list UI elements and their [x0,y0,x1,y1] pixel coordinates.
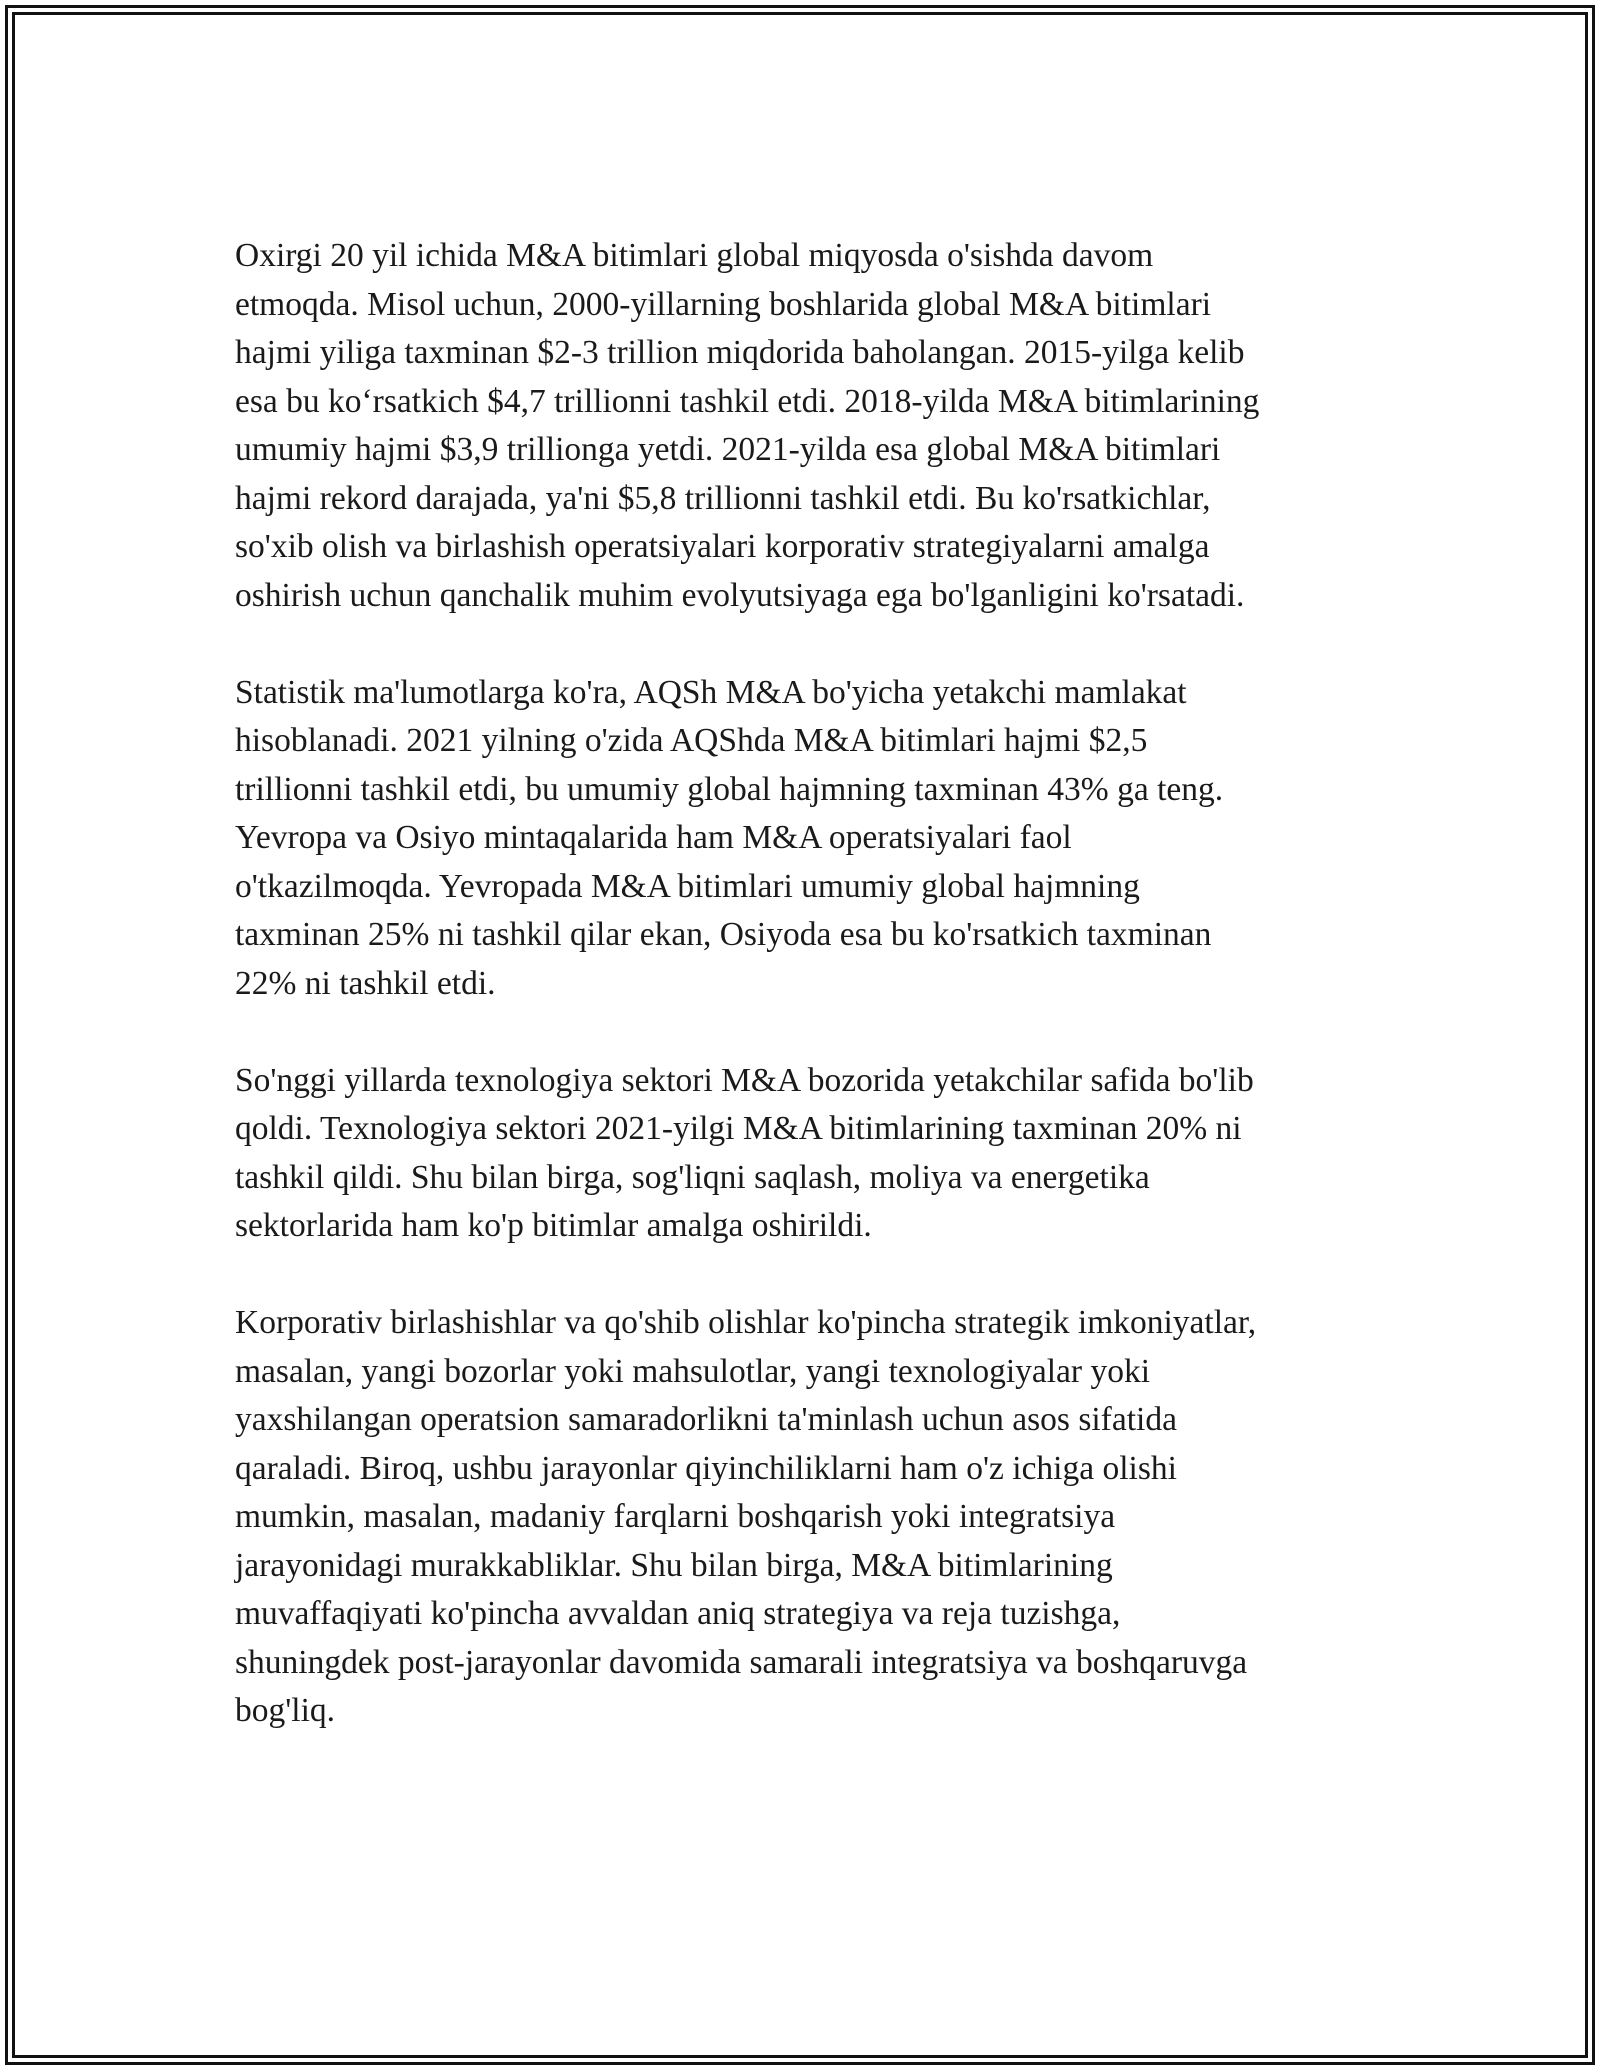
paragraph-technology-sector: So'nggi yillarda texnologiya sektori M&A bozorida yetakchilar safida bo'lib qoldi. Texnologiya sektori 2021-yilgi M&A bitimlarining taxminan 20% ni tashkil qildi. Shu bilan birga, sog'liqni saqlash, moliya va energetika sektorlarida ham ko'p bitimlar amalga oshirildi. [235,1061,1254,1244]
document-body [235,232,1385,1784]
paragraph-strategic-opportunities: Korporativ birlashishlar va qo'shib olishlar ko'pincha strategik imkoniyatlar, masalan, yangi bozorlar yoki mahsulotlar, yangi texnologiyalar yoki yaxshilangan operatsion samaradorlikni ta'minlash uchun asos sifatida qaraladi. Biroq, ushbu jarayonlar qiyinchiliklarni ham o'z ichiga olishi mumkin, masalan, madaniy farqlarni boshqarish yoki integratsiya jarayonidagi murakkabliklar. Shu bilan birga, M&A bitimlarining muvaffaqiyati ko'pincha avvaldan aniq strategiya va reja tuzishga, shuningdek post-jarayonlar davomida samarali integratsiya va boshqaruvga bog'liq. [235,1304,1257,1729]
paragraph-regional-statistics: Statistik ma'lumotlarga ko'ra, AQSh M&A bo'yicha yetakchi mamlakat hisoblanadi. 2021 yilning o'zida AQShda M&A bitimlari hajmi $2,5 trillionni tashkil etdi, bu umumiy global hajmning taxminan 43% ga teng. Yevropa va Osiyo mintaqalarida ham M&A operatsiyalari faol o'tkazilmoqda. Yevropada M&A bitimlari umumiy global hajmning taxminan 25% ni tashkil qilar ekan, Osiyoda esa bu ko'rsatkich taxminan 22% ni tashkil etdi. [235,673,1224,1002]
paragraph-global-ma-growth: Oxirgi 20 yil ichida M&A bitimlari global miqyosda o'sishda davom etmoqda. Misol uchun, 2000-yillarning boshlarida global M&A bitimlari hajmi yiliga taxminan $2-3 trillion miqdorida baholangan. 2015-yilga kelib esa bu ko‘rsatkich $4,7 trillionni tashkil etdi. 2018-yilda M&A bitimlarining umumiy hajmi $3,9 trillionga yetdi. 2021-yilda esa global M&A bitimlari hajmi rekord darajada, ya'ni $5,8 trillionni tashkil etdi. Bu ko'rsatkichlar, so'xib olish va birlashish operatsiyalari korporativ strategiyalarni amalga oshirish uchun qanchalik muhim evolyutsiyaga ega bo'lganligini ko'rsatadi. [235,237,1260,614]
